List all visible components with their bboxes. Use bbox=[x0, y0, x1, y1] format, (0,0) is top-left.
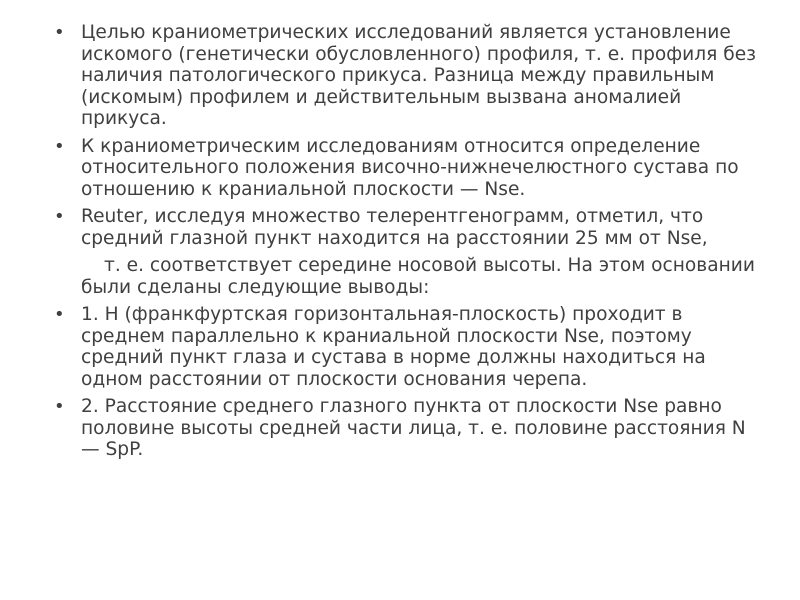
bullet-list bbox=[48, 22, 760, 461]
continuation-paragraph bbox=[48, 255, 760, 298]
bullet-marker: • bbox=[54, 304, 65, 325]
bullet-marker: • bbox=[54, 22, 65, 43]
bullet-item bbox=[48, 206, 760, 249]
bullet-item bbox=[48, 136, 760, 201]
bullet-item bbox=[48, 304, 760, 390]
bullet-item bbox=[48, 396, 760, 461]
bullet-marker: • bbox=[54, 206, 65, 227]
bullet-text: Reuter, исследуя множество телерентгенограмм, отметил, что средний глазной пункт находится на расстоянии 25 мм от Nse, bbox=[81, 206, 708, 249]
bullet-text: К краниометрическим исследованиям относится определение относительного положения височно-нижнечелюстного сустава по отношению к краниальной плоскости — Nse. bbox=[81, 135, 739, 200]
bullet-marker: • bbox=[54, 396, 65, 417]
bullet-item bbox=[48, 22, 760, 130]
bullet-text: Целью краниометрических исследований является установление искомого (генетически обусловленного) профиля, т. е. профиля без наличия патологического прикуса. Разница между правильным (искомым) профилем и действительным вызвана аномалией прикуса. bbox=[81, 22, 757, 129]
bullet-marker: • bbox=[54, 135, 65, 157]
bullet-text: 2. Расстояние среднего глазного пункта от плоскости Nse равно половине высоты средней части лица, т. е. половине расстояния N — SpP. bbox=[81, 396, 746, 460]
bullet-text: т. е. соответствует середине носовой высоты. На этом основании были сделаны следующие выводы: bbox=[81, 255, 755, 298]
bullet-text: 1. Н (франкфуртская горизонтальная-плоскость) проходит в среднем параллельно к краниальной плоскости Nse, поэтому средний пункт глаза и сустава в норме должны находиться на одном расстоянии от плоскости основания черепа. bbox=[81, 304, 706, 390]
